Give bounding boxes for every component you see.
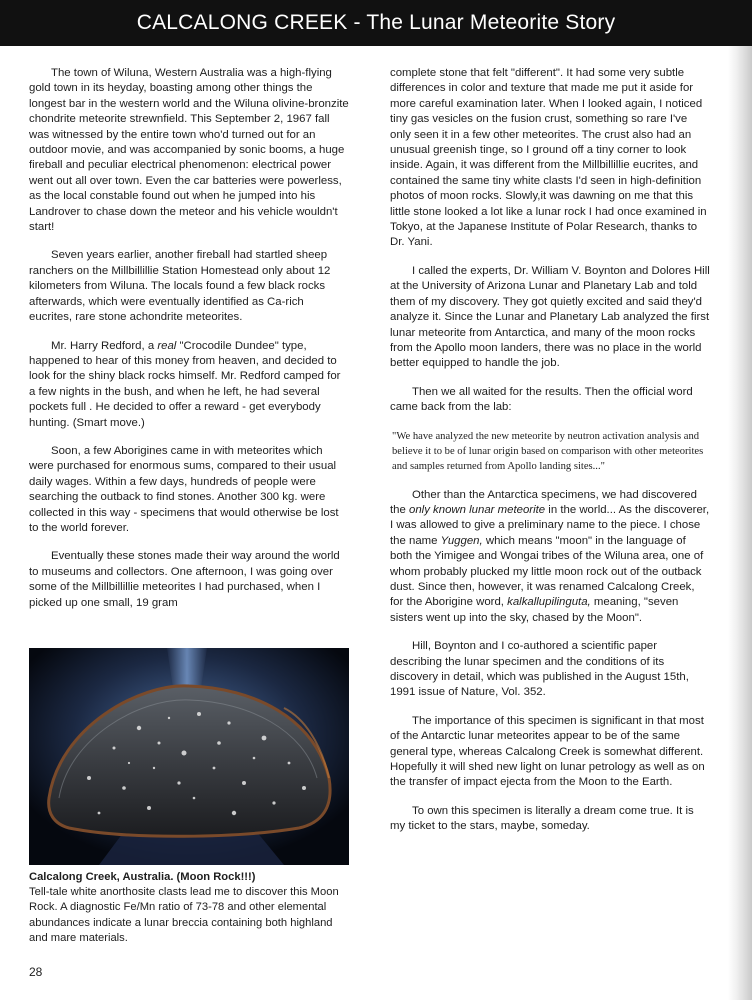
paragraph: The importance of this specimen is significant in that most of the Antarctic lunar meteorites appear to be of the same general type, whereas Calcalong Creek is somewhat different. Hopefully it will shed new light on lunar petrology as well as on the transfer of impact ejecta from the Moon to the Earth. bbox=[390, 714, 705, 789]
lab-quote: "We have analyzed the new meteorite by neutron activation analysis and believe it to be of lunar origin based on comparison with other meteorites and samples returned from Apollo landing sites..." bbox=[392, 430, 704, 472]
paragraph: Soon, a few Aborigines came in with meteorites which were purchased for enormous sums, compared to their usual daily wages. Within a few days, hundreds of people were searching the outback to find stones. Another 300 kg. were collected in this way - specimens that would otherwise be lost to the world forever. bbox=[29, 444, 339, 534]
meteorite-photo bbox=[29, 648, 349, 865]
page-header bbox=[0, 0, 752, 46]
paragraph: Then we all waited for the results. Then the official word came back from the lab: bbox=[390, 385, 693, 414]
right-column bbox=[390, 66, 710, 848]
emphasis: kalkallupilinguta, bbox=[507, 596, 591, 609]
photo-caption bbox=[29, 870, 349, 946]
page-edge-shadow bbox=[728, 46, 752, 1000]
paragraph: Seven years earlier, another fireball had startled sheep ranchers on the Millbillillie Station Homestead only about 12 kilometers from Wiluna. The locals found a few black rocks afterwards, which were eventually identified as Ca-rich eucrites, rare stone achondrite meteorites. bbox=[29, 249, 331, 324]
paragraph: complete stone that felt "different". It had some very subtle differences in color and texture that made me put it aside for more careful examination later. When I looked again, I noticed tiny gas vesicles on the fusion crust, something so rare I've only seen it in a few other meteorites. The crust also had an unusual greenish tinge, so I ground off a tiny corner to look inside. Again, it was different from the Millbillillie eucrites, and contained the same tiny white clasts I'd seen in high-definition photos of moon rocks. Slowly,it was dawning on me that this little stone looked a lot like a lunar rock I had once examined in Tokyo, at the Japanese Institute of Polar Research, thanks to Dr. Yani. bbox=[390, 67, 707, 249]
paragraph: Other than the Antarctica specimens, we had discovered the only known lunar meteorite in the world... As the discoverer, I was allowed to give a preliminary name to the piece. I chose the name Yuggen, which means "moon" in the language of both the Yimigee and Wongai tribes of the Wiluna area, one of whom probably plucked my little moon rock out of the outback dust. Since then, however, it was renamed Calcalong Creek, for the Aborigine word, kalkallupilinguta, meaning, "seven sisters went up into the sky, chased by the Moon". bbox=[390, 488, 710, 624]
meteorite-illustration bbox=[29, 648, 349, 865]
paragraph: To own this specimen is literally a dream come true. It is my ticket to the stars, maybe, someday. bbox=[390, 804, 694, 833]
page-number: 28 bbox=[29, 965, 43, 979]
caption-title: Calcalong Creek, Australia. (Moon Rock!!!) bbox=[29, 871, 256, 883]
paragraph: Hill, Boynton and I co-authored a scientific paper describing the lunar specimen and the conditions of its discovery in detail, which was published in the August 15th, 1991 issue of Nature, Vol. 352. bbox=[390, 640, 689, 699]
paragraph: Mr. Harry Redford, a real "Crocodile Dundee" type, happened to hear of this money from heaven, and decided to look for the shiny black rocks himself. Mr. Redford camped for a few nights in the bush, and when he left, he had several pockets full . He decided to offer a reward - get everybody hunting. (Smart move.) bbox=[29, 339, 341, 429]
page-title: CALCALONG CREEK - The Lunar Meteorite Story bbox=[136, 11, 616, 34]
paragraph: Eventually these stones made their way around the world to museums and collectors. One afternoon, I was going over some of the Millbillillie meteorites I had purchased, when I picked up one small, 19 gram bbox=[29, 550, 340, 609]
caption-body: Tell-tale white anorthosite clasts lead me to discover this Moon Rock. A diagnostic Fe/Mn ratio of 73-78 and other elemental abundances indicate a lunar breccia containing both highland and mare materials. bbox=[29, 886, 339, 944]
left-column bbox=[29, 66, 349, 624]
paragraph: The town of Wiluna, Western Australia was a high-flying gold town in its heyday, boasting among other things the longest bar in the western world and the Wiluna olivine-bronzite chondrite meteorite strewnfield. This September 2, 1967 fall was witnessed by the entire town who'd turned out for an outdoor movie, and was accompanied by sonic booms, a huge fireball and peculiar electrical phenomenon: electrical power went out all over town. Even the car batteries were powerless, as the local constable found out when he jumped into his Landrover to chase down the meteor and his vehicle wouldn't start! bbox=[29, 67, 349, 234]
emphasis: Yuggen, bbox=[440, 534, 483, 547]
emphasis: real bbox=[157, 339, 177, 352]
paragraph: I called the experts, Dr. William V. Boynton and Dolores Hill at the University of Arizona Lunar and Planetary Lab and told them of my discovery. They got quietly excited and said they'd analyze it. Since the Lunar and Planetary Lab analyzed the first lunar meteorite from Antarctica, and many of the moon rocks from the Apollo moon landers, there was no place in the world better equipped to handle the job. bbox=[390, 264, 710, 370]
emphasis: only known lunar meteorite bbox=[409, 503, 546, 516]
